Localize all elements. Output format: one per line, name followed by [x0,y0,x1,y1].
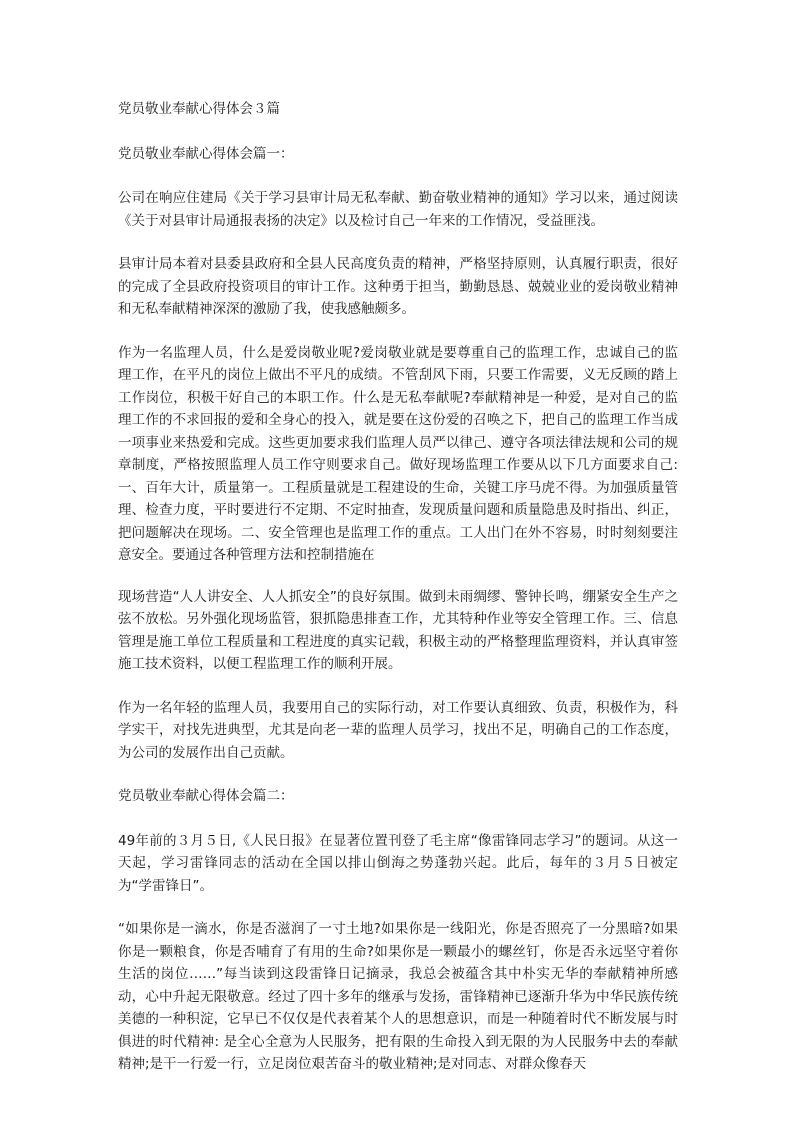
section-heading-1: 党员敬业奉献心得体会篇一： [118,145,294,162]
paragraph: 现场营造“人人讲安全、人人抓安全”的良好氛围。做到未雨绸缪、警钟长鸣，绷紧安全生产之弦不放松。另外强化现场监管，狠抓隐患排查工作，尤其特种作业等安全管理工作。三、信息管理是施工单位工程质量和工程进度的真实记载，积极主动的严格整理监理资料，并认真审签施工技术资料，以便工程监理工作的顺利开展。 [118,588,678,672]
paragraph: 49年前的３月５日,《人民日报》在显著位置刊登了毛主席“像雷锋同志学习”的题词。从这一天起，学习雷锋同志的活动在全国以排山倒海之势蓬勃兴起。此后，每年的３月５日被定为“学雷锋日”。 [118,832,678,894]
paragraph: 作为一名监理人员，什么是爱岗敬业呢?爱岗敬业就是要尊重自己的监理工作，忠诚自己的监理工作，在平凡的岗位上做出不平凡的成绩。不管刮风下雨，只要工作需要，义无反顾的踏上工作岗位，积极干好自己的本职工作。什么是无私奉献呢?奉献精神是一种爱，是对自己的监理工作的不求回报的爱和全身心的投入，就是要在这份爱的召唤之下，把自己的监理工作当成一项事业来热爱和完成。这些更加要求我们监理人员严以律己、遵守各项法律法规和公司的规章制度，严格按照监理人员工作守则要求自己。做好现场监理工作要从以下几方面要求自己: 一、百年大计，质量第一。工程质量就是工程建设的生命，关键工序马虎不得。为加强质量管理、检查力度，平时要进行不定期、不定时抽查，发现质量问题和质量隐患及时指出、纠正，把问题解决在现场。二、安全管理也是监理工作的重点。工人出门在外不容易，时时刻刻要注意安全。要通过各种管理方法和控制措施在 [118,344,678,563]
paragraph: “如果你是一滴水，你是否滋润了一寸土地?如果你是一线阳光，你是否照亮了一分黑暗?如果你是一颗粮食，你是否哺育了有用的生命?如果你是一颗最小的螺丝钉，你是否永远坚守着你生活的岗位……”每当读到这段雷锋日记摘录，我总会被蕴含其中朴实无华的奉献精神所感动，心中升起无限敬意。经过了四十多年的继承与发扬，雷锋精神已逐渐升华为中华民族传统美德的一种积淀，它早已不仅仅是代表着某个人的思想意识，而是一种随着时代不断发展与时俱进的时代精神: 是全心全意为人民服务，把有限的生命投入到无限的为人民服务中去的奉献精神;是干一行爱一行，立足岗位艰苦奋斗的敬业精神;是对同志、对群众像春天 [118,921,678,1072]
document-title: 党员敬业奉献心得体会３篇 [118,101,280,117]
paragraph: 公司在响应住建局《关于学习县审计局无私奉献、勤奋敬业精神的通知》学习以来，通过阅读《关于对县审计局通报表扬的决定》以及检讨自己一年来的工作情况，受益匪浅。 [118,190,678,229]
document-body [118,98,678,1097]
paragraph: 县审计局本着对县委县政府和全县人民高度负责的精神，严格坚持原则，认真履行职责，很好的完成了全县政府投资项目的审计工作。这种勇于担当，勤勤恳恳、兢兢业业的爱岗敬业精神和无私奉献精神深深的激励了我，使我感触颇多。 [118,256,678,317]
section-heading-2: 党员敬业奉献心得体会篇二： [118,788,294,804]
paragraph: 作为一名年轻的监理人员，我要用自己的实际行动，对工作要认真细致、负责，积极作为，科学实干，对找先进典型，尤其是向老一辈的监理人员学习，找出不足，明确自己的工作态度，为公司的发展作出自己贡献。 [118,699,678,761]
